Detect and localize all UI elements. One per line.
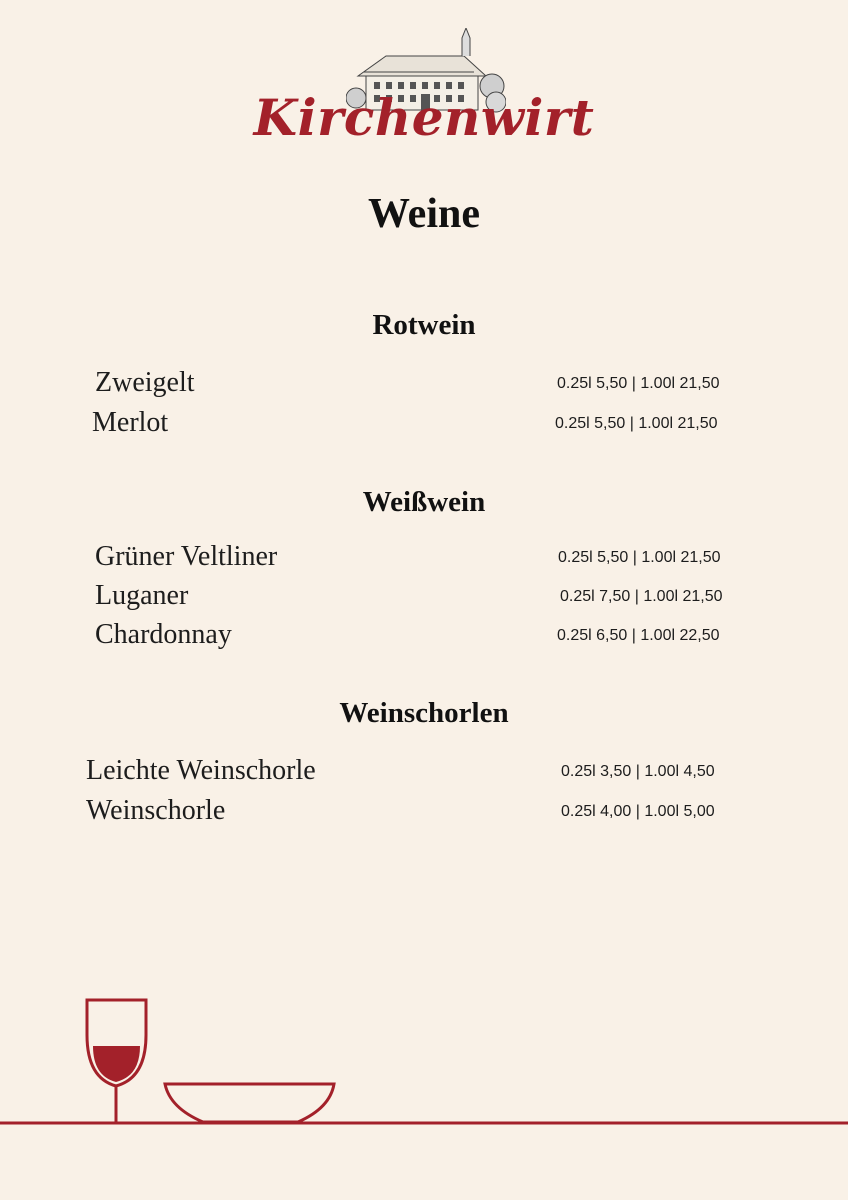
wine-glass-icon: [87, 1000, 146, 1122]
item-price: 0.25l 3,50 | 1.00l 4,50: [561, 763, 715, 780]
bowl-icon: [165, 1084, 334, 1122]
menu-item: [0, 580, 848, 614]
item-name: Leichte Weinschorle: [86, 755, 316, 786]
item-price: 0.25l 5,50 | 1.00l 21,50: [557, 375, 720, 392]
menu-item: [0, 407, 848, 441]
item-price: 0.25l 5,50 | 1.00l 21,50: [558, 549, 721, 566]
item-name: Luganer: [95, 580, 189, 611]
table-illustration: [0, 990, 848, 1130]
item-price: 0.25l 7,50 | 1.00l 21,50: [560, 588, 723, 605]
menu-item: [0, 795, 848, 829]
menu-item: [0, 619, 848, 653]
item-name: Chardonnay: [95, 619, 232, 650]
item-price: 0.25l 5,50 | 1.00l 21,50: [555, 415, 718, 432]
brand-name: Kirchenwirt: [253, 88, 595, 147]
page-title: Weine: [368, 191, 480, 237]
item-name: Grüner Veltliner: [95, 541, 278, 572]
item-name: Weinschorle: [86, 795, 226, 826]
item-price: 0.25l 4,00 | 1.00l 5,00: [561, 803, 715, 820]
menu-item: [0, 367, 848, 401]
section-title-weinschorlen: Weinschorlen: [339, 697, 509, 729]
section-title-rotwein: Rotwein: [372, 309, 476, 341]
menu-item: [0, 755, 848, 789]
item-price: 0.25l 6,50 | 1.00l 22,50: [557, 627, 720, 644]
menu-item: [0, 541, 848, 575]
item-name: Merlot: [92, 407, 169, 438]
item-name: Zweigelt: [95, 367, 195, 398]
section-title-weisswein: Weißwein: [362, 486, 486, 518]
